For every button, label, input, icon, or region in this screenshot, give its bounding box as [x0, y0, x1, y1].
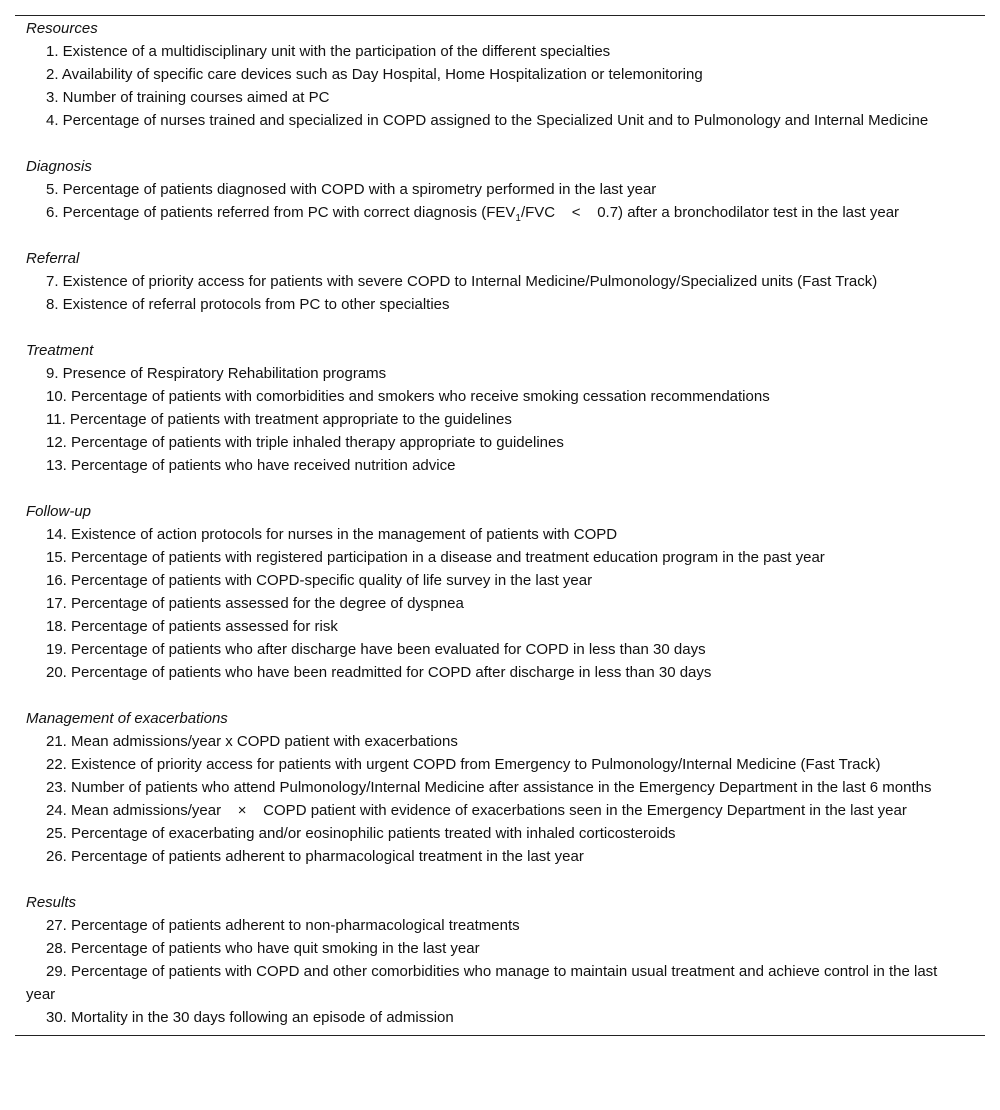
section-heading: Results [26, 894, 77, 911]
indicator-text: 24. Mean admissions/year × COPD patient with evidence of exacerbations seen in the Emergency Department in the last year [46, 802, 907, 819]
indicator-item [26, 385, 956, 408]
section-follow-up [26, 500, 956, 684]
indicator-item [26, 546, 956, 569]
indicator-text: 4. Percentage of nurses trained and specialized in COPD assigned to the Specialized Unit and to Pulmonology and Internal Medicine [46, 112, 929, 129]
indicator-text: 9. Presence of Respiratory Rehabilitation programs [46, 365, 387, 382]
indicator-text: 29. Percentage of patients with COPD and other comorbidities who manage to maintain usual treatment and achieve control in the last year [26, 963, 938, 1003]
section-heading: Management of exacerbations [26, 710, 228, 727]
indicator-text: 22. Existence of priority access for patients with urgent COPD from Emergency to Pulmonology/Internal Medicine (Fast Track) [46, 756, 881, 773]
indicator-item [26, 201, 956, 224]
section-treatment [26, 339, 956, 477]
indicator-text: /FVC < 0.7) after a bronchodilator test in the last year [520, 204, 900, 221]
indicator-item [26, 178, 956, 201]
indicators-table [15, 15, 985, 1036]
indicator-text: 11. Percentage of patients with treatment appropriate to the guidelines [46, 411, 512, 428]
indicator-item [26, 753, 956, 776]
indicator-item [26, 661, 956, 684]
indicator-item [26, 270, 956, 293]
indicator-text: 20. Percentage of patients who have been readmitted for COPD after discharge in less than 30 days [46, 664, 712, 681]
indicator-text: 23. Number of patients who attend Pulmonology/Internal Medicine after assistance in the Emergency Department in the last 6 months [46, 779, 932, 796]
indicator-item [26, 730, 956, 753]
indicator-item [26, 362, 956, 385]
indicator-text: 10. Percentage of patients with comorbidities and smokers who receive smoking cessation recommendations [46, 388, 770, 405]
indicator-text: 3. Number of training courses aimed at PC [46, 89, 330, 106]
indicator-text: 19. Percentage of patients who after discharge have been evaluated for COPD in less than 30 days [46, 641, 706, 658]
indicator-item [26, 937, 956, 960]
indicator-item [26, 523, 956, 546]
indicator-text: 15. Percentage of patients with registered participation in a disease and treatment education program in the past year [46, 549, 825, 566]
indicator-text: 25. Percentage of exacerbating and/or eosinophilic patients treated with inhaled corticosteroids [46, 825, 676, 842]
indicator-item [26, 799, 956, 822]
indicator-text: 18. Percentage of patients assessed for risk [46, 618, 338, 635]
indicator-text: 30. Mortality in the 30 days following an episode of admission [46, 1009, 454, 1026]
indicator-item [26, 914, 956, 937]
indicator-item [26, 109, 956, 132]
indicator-text: 16. Percentage of patients with COPD-specific quality of life survey in the last year [46, 572, 593, 589]
indicator-text: 28. Percentage of patients who have quit smoking in the last year [46, 940, 480, 957]
indicator-text: 7. Existence of priority access for patients with severe COPD to Internal Medicine/Pulmonology/Specialized units (Fast Track) [46, 273, 878, 290]
section-heading: Resources [26, 20, 98, 37]
indicator-text: 12. Percentage of patients with triple inhaled therapy appropriate to guidelines [46, 434, 564, 451]
indicator-item [26, 431, 956, 454]
indicator-item [26, 638, 956, 661]
section-management-of-exacerbations [26, 707, 956, 868]
indicator-item [26, 1006, 956, 1029]
section-referral [26, 247, 956, 316]
indicator-text: 21. Mean admissions/year x COPD patient with exacerbations [46, 733, 458, 750]
indicator-item [26, 615, 956, 638]
section-heading: Diagnosis [26, 158, 92, 175]
section-results [26, 891, 956, 1029]
section-resources [26, 17, 956, 132]
indicator-item [26, 293, 956, 316]
section-diagnosis [26, 155, 956, 224]
indicator-text: 8. Existence of referral protocols from PC to other specialties [46, 296, 450, 313]
indicator-item [26, 408, 956, 431]
section-heading: Treatment [26, 342, 94, 359]
indicator-item [26, 845, 956, 868]
indicator-text: 17. Percentage of patients assessed for the degree of dyspnea [46, 595, 464, 612]
indicators-list [15, 17, 956, 1029]
indicator-item [26, 960, 956, 1006]
indicator-item [26, 40, 956, 63]
indicator-item [26, 454, 956, 477]
indicator-item [26, 569, 956, 592]
indicator-item [26, 63, 956, 86]
indicator-text: 14. Existence of action protocols for nurses in the management of patients with COPD [46, 526, 618, 543]
subscript: 1 [515, 213, 521, 224]
indicator-text: 5. Percentage of patients diagnosed with COPD with a spirometry performed in the last year [46, 181, 657, 198]
section-heading: Referral [26, 250, 80, 267]
indicator-text: 1. Existence of a multidisciplinary unit with the participation of the different specialties [46, 43, 611, 60]
indicator-text: 13. Percentage of patients who have received nutrition advice [46, 457, 456, 474]
section-heading: Follow-up [26, 503, 92, 520]
indicator-text: 6. Percentage of patients referred from PC with correct diagnosis (FEV [46, 204, 516, 221]
indicator-item [26, 86, 956, 109]
indicator-item [26, 592, 956, 615]
indicator-item [26, 776, 956, 799]
indicator-text: 27. Percentage of patients adherent to non-pharmacological treatments [46, 917, 520, 934]
indicator-text: 26. Percentage of patients adherent to pharmacological treatment in the last year [46, 848, 584, 865]
indicator-text: 2. Availability of specific care devices such as Day Hospital, Home Hospitalization or telemonitoring [46, 66, 703, 83]
indicator-item [26, 822, 956, 845]
